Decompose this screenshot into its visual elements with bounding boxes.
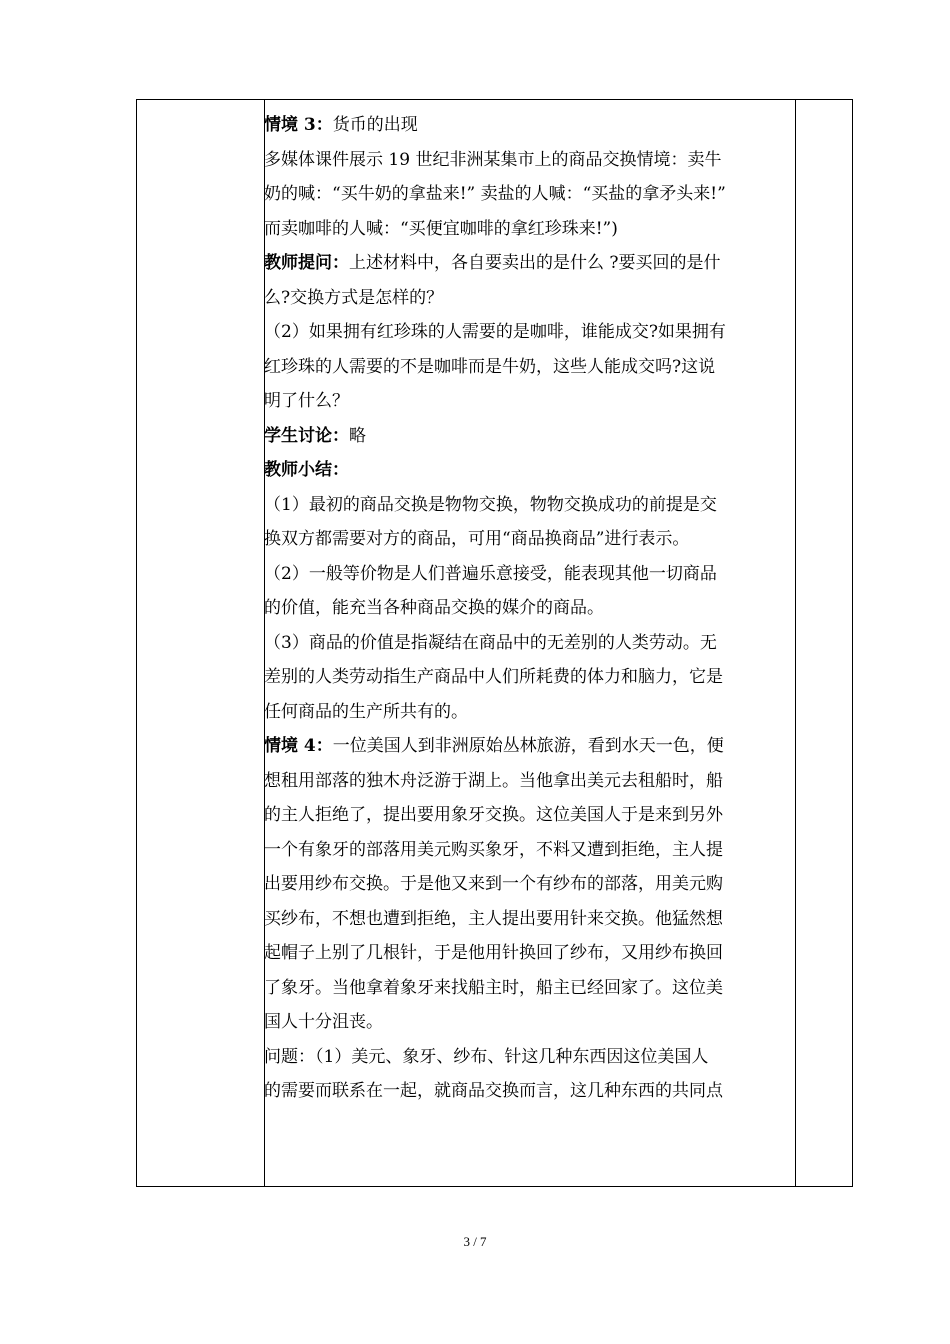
lesson-content — [264, 108, 796, 1109]
text-line: 的需要而联系在一起，就商品交换而言，这几种东西的共同点 — [264, 1081, 723, 1101]
text-line: 了象牙。当他拿着象牙来找船主时，船主已经回家了。这位美 — [264, 977, 723, 998]
student-discussion-text: 略 — [349, 425, 366, 446]
scenario-4-line — [264, 729, 796, 764]
text-line: 的价值，能充当各种商品交换的媒介的商品。 — [264, 598, 604, 618]
scenario-4-text: 一位美国人到非洲原始丛林旅游，看到水天一色，便 — [332, 736, 724, 756]
text-line: 差别的人类劳动指生产商品中人们所耗费的体力和脑力，它是 — [264, 667, 723, 687]
scenario-3-label: 情境 3： — [264, 115, 333, 135]
scenario-4-label: 情境 4： — [264, 736, 333, 756]
text-line: 想租用部落的独木舟泛游于湖上。当他拿出美元去租船时，船 — [264, 770, 723, 791]
page-number: 3 / 7 — [463, 1234, 487, 1249]
text-line: 买纱布，不想也遭到拒绝，主人提出要用针来交换。他猛然想 — [264, 908, 723, 929]
teacher-summary-label: 教师小结： — [264, 460, 349, 480]
text-line: （2）一般等价物是人们普遍乐意接受，能表现其他一切商品 — [264, 563, 717, 584]
text-line: 换双方都需要对方的商品，可用“商品换商品”进行表示。 — [264, 529, 690, 549]
text-line: 的主人拒绝了，提出要用象牙交换。这位美国人于是来到另外 — [264, 805, 723, 825]
text-line: 出要用纱布交换。于是他又来到一个有纱布的部落，用美元购 — [264, 874, 723, 894]
text-line: （1）最初的商品交换是物物交换，物物交换成功的前提是交 — [264, 494, 717, 515]
text-line: 起帽子上别了几根针，于是他用针换回了纱布，又用纱布换回 — [264, 943, 723, 963]
text-line: 奶的喊：“买牛奶的拿盐来!” 卖盐的人喊：“买盐的拿矛头来!” — [264, 184, 726, 204]
teacher-question-text: 上述材料中，各自要卖出的是什么 ?要买回的是什 — [349, 253, 721, 273]
text-line: 明了什么？ — [264, 391, 349, 411]
text-line: （2）如果拥有红珍珠的人需要的是咖啡，谁能成交?如果拥有 — [264, 322, 726, 342]
text-line: 多媒体课件展示 19 世纪非洲某集市上的商品交换情境：卖牛 — [264, 149, 722, 170]
student-discussion-line — [264, 419, 796, 454]
text-line: 么?交换方式是怎样的？ — [264, 287, 444, 308]
teacher-question-line — [264, 246, 796, 281]
text-line: 而卖咖啡的人喊：“买便宜咖啡的拿红珍珠来!”) — [264, 218, 618, 239]
text-line: 红珍珠的人需要的不是咖啡而是牛奶，这些人能成交吗?这说 — [264, 356, 716, 377]
text-line: （3）商品的价值是指凝结在商品中的无差别的人类劳动。无 — [264, 632, 717, 653]
student-discussion-label: 学生讨论： — [264, 425, 349, 446]
scenario-3-heading — [264, 108, 796, 143]
scenario-3-title: 货币的出现 — [332, 115, 418, 135]
text-line: 国人十分沮丧。 — [264, 1012, 383, 1032]
teacher-question-label: 教师提问： — [264, 253, 349, 273]
text-line: 任何商品的生产所共有的。 — [264, 701, 468, 722]
text-line: 一个有象牙的部落用美元购买象牙，不料又遭到拒绝，主人提 — [264, 839, 723, 860]
text-line: 问题：（1）美元、象牙、纱布、针这几种东西因这位美国人 — [264, 1046, 709, 1067]
